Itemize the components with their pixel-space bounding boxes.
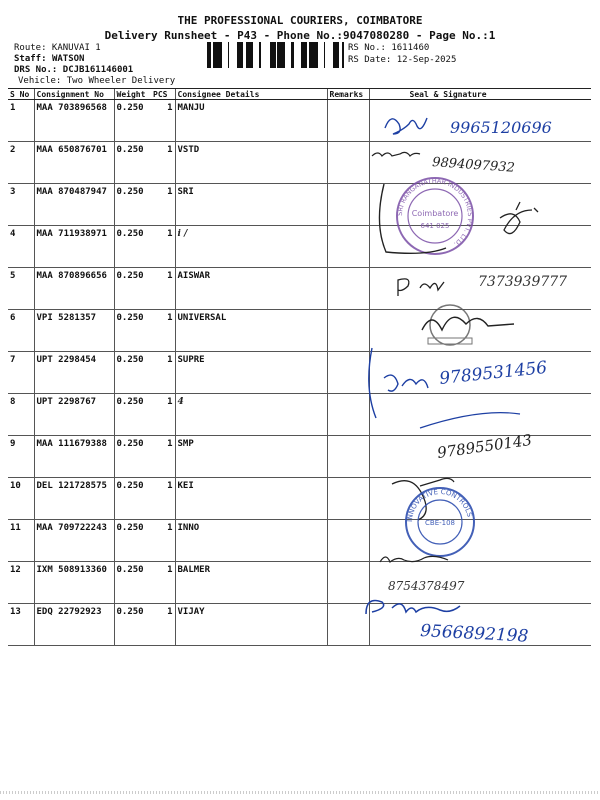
cell-weight: 0.250 [114, 562, 153, 604]
cell-consignment-no: VPI 5281357 [34, 310, 114, 352]
rs-date: RS Date: 12-Sep-2025 [348, 55, 457, 65]
cell-signature [369, 310, 591, 352]
barcode-bar [207, 42, 210, 68]
signature-13-phone: 9566892198 [419, 621, 529, 647]
cell-consignee: SUPRE [175, 352, 327, 394]
cell-weight: 0.250 [114, 478, 153, 520]
cell-sno: 9 [8, 436, 34, 478]
cell-sno: 12 [8, 562, 34, 604]
col-remarks: Remarks [327, 89, 369, 100]
table-row [8, 478, 591, 520]
cell-signature [369, 604, 591, 646]
cell-consignment-no: MAA 650876701 [34, 142, 114, 184]
barcode-bar [333, 42, 336, 68]
cell-consignment-no: IXM 508913360 [34, 562, 114, 604]
barcode-bar [237, 42, 240, 68]
cell-signature [369, 226, 591, 268]
cell-signature [369, 436, 591, 478]
cell-consignee: SMP [175, 436, 327, 478]
barcode-bar [303, 42, 306, 68]
cell-consignee: i / [175, 226, 327, 268]
cell-signature [369, 184, 591, 226]
cell-remarks [327, 184, 369, 226]
cell-consignment-no: UPT 2298454 [34, 352, 114, 394]
signature-1-phone: 9965120696 [450, 118, 552, 137]
cell-weight: 0.250 [114, 226, 153, 268]
cell-pcs: 1 [153, 394, 175, 436]
cell-consignment-no: MAA 703896568 [34, 100, 114, 142]
cell-remarks [327, 478, 369, 520]
cell-consignment-no: MAA 709722243 [34, 520, 114, 562]
cell-sno: 5 [8, 268, 34, 310]
barcode-bar [210, 42, 211, 68]
cell-consignment-no: MAA 870896656 [34, 268, 114, 310]
barcode-bar [324, 42, 325, 68]
cell-consignment-no: EDQ 22792923 [34, 604, 114, 646]
cell-pcs: 1 [153, 100, 175, 142]
barcode-bar [342, 42, 343, 68]
cell-remarks [327, 226, 369, 268]
table-row [8, 310, 591, 352]
cell-remarks [327, 562, 369, 604]
barcode-bar [291, 42, 294, 68]
cell-sno: 1 [8, 100, 34, 142]
cell-remarks [327, 100, 369, 142]
table-row [8, 562, 591, 604]
barcode-bar [219, 42, 222, 68]
barcode-bar [277, 42, 279, 68]
cell-weight: 0.250 [114, 268, 153, 310]
drs-label: DRS No.: [14, 65, 58, 75]
runsheet-subtitle: Delivery Runsheet - P43 - Phone No.:9047080280 - Page No.:1 [104, 29, 496, 42]
cell-weight: 0.250 [114, 142, 153, 184]
signature-2-phone: 9894097932 [431, 155, 516, 176]
cell-consignee: BALMER [175, 562, 327, 604]
col-pcs: PCS [153, 89, 175, 100]
cell-pcs: 1 [153, 268, 175, 310]
cell-pcs: 1 [153, 226, 175, 268]
cell-remarks [327, 604, 369, 646]
staff-label: Staff: [14, 54, 47, 64]
barcode-bar [312, 42, 313, 68]
cell-consignee: UNIVERSAL [175, 310, 327, 352]
cell-pcs: 1 [153, 520, 175, 562]
signature-7-phone: 9789531456 [438, 357, 549, 389]
cell-consignee: SRI [175, 184, 327, 226]
route-label: Route: KANUVAI 1 [14, 43, 101, 53]
cell-consignee: INNO [175, 520, 327, 562]
table-row [8, 436, 591, 478]
cell-signature [369, 394, 591, 436]
cell-consignment-no: MAA 111679388 [34, 436, 114, 478]
svg-text:SRI RANGANATHAR INDUSTRIES PVT: SRI RANGANATHAR INDUSTRIES PVT. LTD. [395, 176, 475, 249]
signature-9-phone: 9789550143 [436, 430, 534, 462]
cell-weight: 0.250 [114, 100, 153, 142]
cell-weight: 0.250 [114, 310, 153, 352]
table-row [8, 184, 591, 226]
cell-weight: 0.250 [114, 184, 153, 226]
barcode-bar [301, 42, 303, 68]
barcode-bar [273, 42, 276, 68]
svg-text:INNOVATIVE CONTROLS: INNOVATIVE CONTROLS [405, 487, 474, 523]
table-header-row [8, 89, 591, 100]
cell-sno: 6 [8, 310, 34, 352]
col-consignee: Consignee Details [175, 89, 327, 100]
table-row [8, 100, 591, 142]
barcode [207, 42, 344, 68]
cell-remarks [327, 142, 369, 184]
col-consignment: Consignment No [34, 89, 114, 100]
cell-sno: 10 [8, 478, 34, 520]
cell-consignee: VSTD [175, 142, 327, 184]
col-signature: Seal & Signature [369, 89, 591, 100]
barcode-bar [306, 42, 307, 68]
cell-consignment-no: UPT 2298767 [34, 394, 114, 436]
col-weight: Weight [114, 89, 153, 100]
cell-remarks [327, 310, 369, 352]
barcode-bar [271, 42, 273, 68]
table-row [8, 352, 591, 394]
cell-weight: 0.250 [114, 520, 153, 562]
cell-weight: 0.250 [114, 604, 153, 646]
table-row [8, 520, 591, 562]
barcode-bar [241, 42, 243, 68]
cell-consignee: 4 [175, 394, 327, 436]
cell-consignment-no: MAA 870487947 [34, 184, 114, 226]
cell-pcs: 1 [153, 352, 175, 394]
cell-sno: 8 [8, 394, 34, 436]
cell-pcs: 1 [153, 436, 175, 478]
table-row [8, 604, 591, 646]
cell-consignment-no: MAA 711938971 [34, 226, 114, 268]
barcode-bar [270, 42, 271, 68]
cell-pcs: 1 [153, 184, 175, 226]
barcode-bar [247, 42, 249, 68]
signature-5-phone: 7373939777 [478, 274, 568, 290]
runsheet-table [8, 88, 591, 646]
barcode-bar [343, 42, 344, 68]
cell-signature [369, 142, 591, 184]
cell-signature [369, 520, 591, 562]
svg-text:Coimbatore: Coimbatore [411, 209, 459, 218]
cell-sno: 2 [8, 142, 34, 184]
barcode-bar [315, 42, 318, 68]
cell-remarks [327, 520, 369, 562]
cell-consignee: AISWAR [175, 268, 327, 310]
col-sno: S No [8, 89, 34, 100]
cell-sno: 4 [8, 226, 34, 268]
cell-remarks [327, 352, 369, 394]
barcode-bar [283, 42, 285, 68]
barcode-bar [336, 42, 337, 68]
barcode-bar [252, 42, 253, 68]
cell-signature [369, 100, 591, 142]
barcode-bar [213, 42, 216, 68]
scan-edge-noise [0, 791, 600, 794]
rs-number: RS No.: 1611460 [348, 43, 430, 53]
barcode-bar [259, 42, 261, 68]
barcode-bar [337, 42, 339, 68]
cell-pcs: 1 [153, 310, 175, 352]
cell-signature [369, 562, 591, 604]
barcode-bar [216, 42, 217, 68]
svg-text:CBE-108: CBE-108 [425, 519, 455, 527]
barcode-bar [240, 42, 241, 68]
barcode-bar [279, 42, 282, 68]
drs-value: DCJB161146001 [62, 65, 134, 75]
cell-consignment-no: DEL 121728575 [34, 478, 114, 520]
cell-sno: 13 [8, 604, 34, 646]
cell-pcs: 1 [153, 478, 175, 520]
table-row [8, 394, 591, 436]
cell-weight: 0.250 [114, 436, 153, 478]
cell-pcs: 1 [153, 562, 175, 604]
cell-signature [369, 352, 591, 394]
barcode-bar [228, 42, 229, 68]
cell-remarks [327, 268, 369, 310]
barcode-bar [309, 42, 312, 68]
cell-sno: 7 [8, 352, 34, 394]
drs-line [14, 65, 133, 75]
cell-weight: 0.250 [114, 394, 153, 436]
cell-remarks [327, 436, 369, 478]
barcode-bar [217, 42, 219, 68]
barcode-bar [249, 42, 252, 68]
cell-consignee: MANJU [175, 100, 327, 142]
cell-signature [369, 268, 591, 310]
table-row [8, 226, 591, 268]
cell-pcs: 1 [153, 604, 175, 646]
cell-pcs: 1 [153, 142, 175, 184]
cell-consignee: KEI [175, 478, 327, 520]
table-row [8, 268, 591, 310]
signature-12-phone: 8754378497 [388, 579, 465, 593]
vehicle-label: Vehicle: Two Wheeler Delivery [18, 76, 176, 86]
staff-value: WATSON [51, 54, 85, 64]
cell-weight: 0.250 [114, 352, 153, 394]
barcode-bar [282, 42, 283, 68]
cell-consignee: VIJAY [175, 604, 327, 646]
cell-sno: 11 [8, 520, 34, 562]
cell-sno: 3 [8, 184, 34, 226]
staff-line [14, 54, 84, 64]
runsheet-title: THE PROFESSIONAL COURIERS, COIMBATORE [177, 14, 423, 27]
barcode-bar [313, 42, 315, 68]
table-row [8, 142, 591, 184]
cell-remarks [327, 394, 369, 436]
barcode-bar [246, 42, 247, 68]
svg-text:641 025: 641 025 [420, 222, 450, 230]
